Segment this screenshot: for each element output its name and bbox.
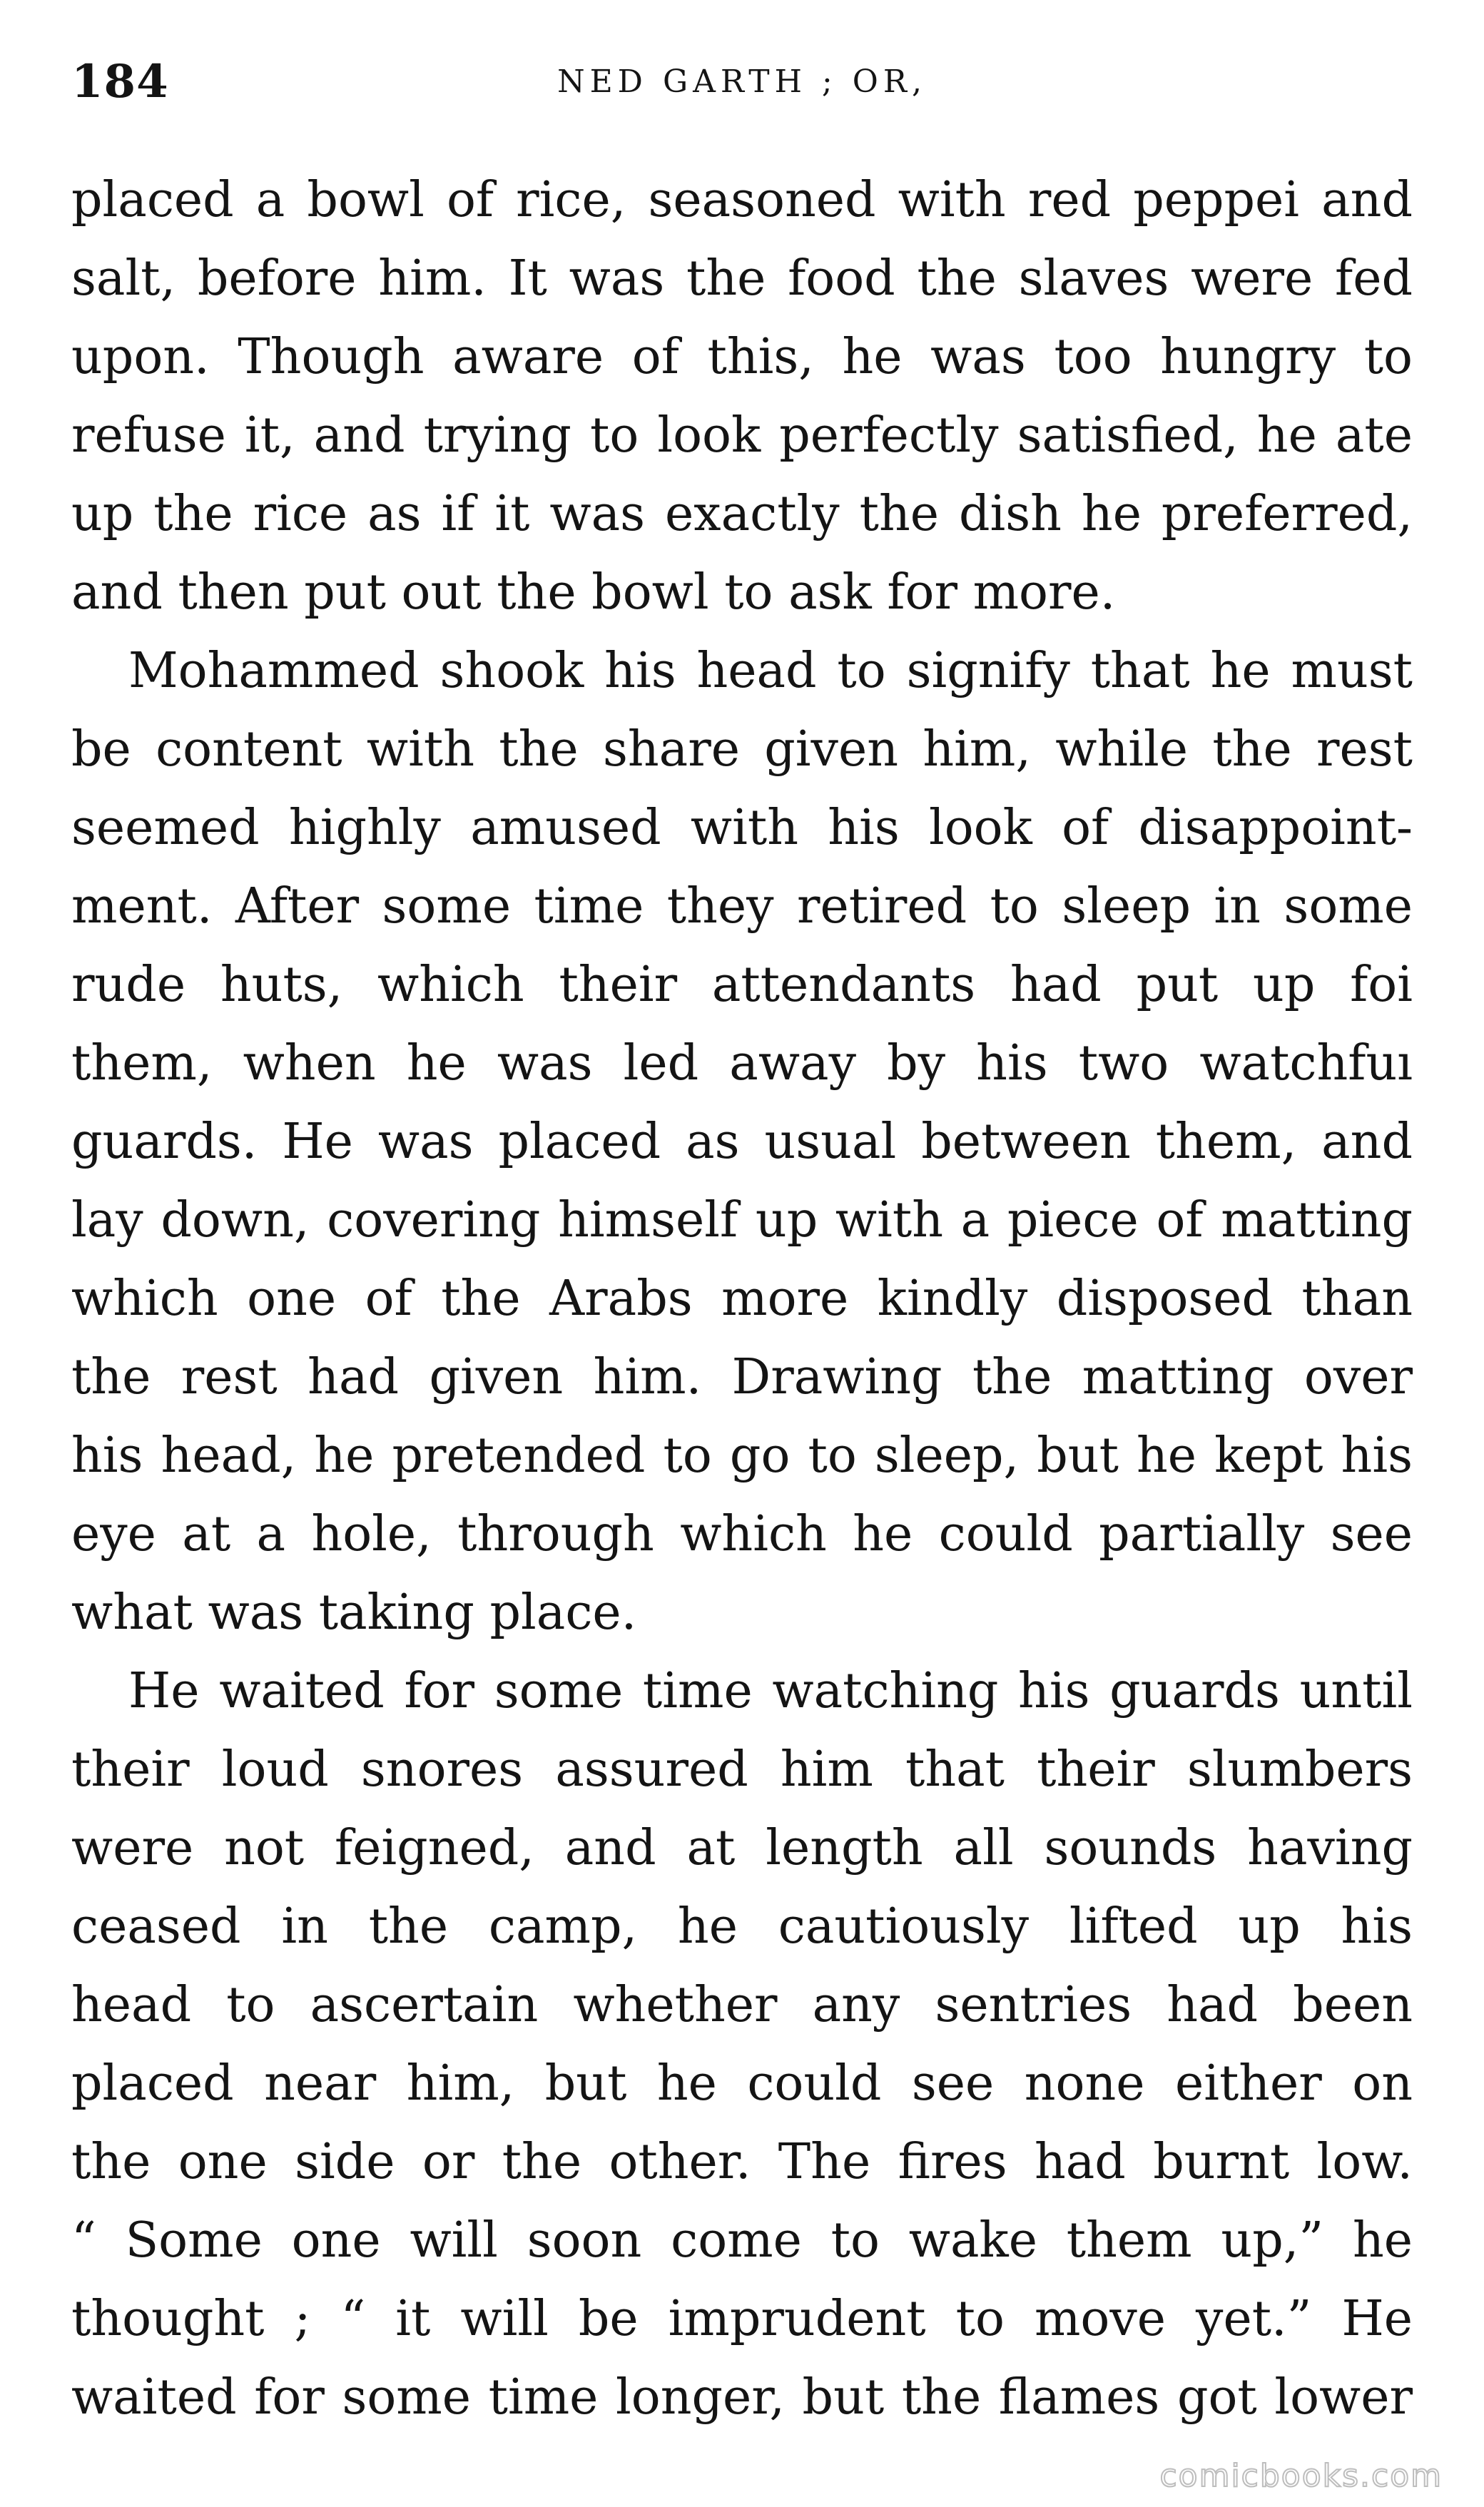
text-line: placed a bowl of rice, seasoned with red peppei and [71, 172, 1413, 228]
text-line: his head, he pretended to go to sleep, but he kept his [71, 1428, 1413, 1484]
text-line: guards. He was placed as usual between them, and [71, 1114, 1413, 1170]
running-head: NED GARTH ; OR, [557, 63, 927, 100]
text-line: were not feigned, and at length all sounds having [71, 1820, 1413, 1876]
text-line: waited for some time longer, but the flames got lower [71, 2369, 1413, 2426]
text-line: which one of the Arabs more kindly disposed than [71, 1271, 1413, 1327]
text-line: the rest had given him. Drawing the matting over [71, 1349, 1413, 1405]
text-line: what was taking place. [71, 1585, 637, 1641]
text-line: seemed highly amused with his look of disappoint- [71, 800, 1413, 856]
page-header [71, 43, 1413, 121]
text-line: He waited for some time watching his guards until [128, 1663, 1413, 1719]
page-number: 184 [71, 55, 169, 108]
watermark: comicbooks.com [1159, 2458, 1443, 2494]
text-line: be content with the share given him, while the rest [71, 721, 1413, 778]
text-line: head to ascertain whether any sentries had been [71, 1977, 1413, 2033]
text-line: refuse it, and trying to look perfectly satisfied, he ate [71, 407, 1413, 464]
text-line: lay down, covering himself up with a piece of matting [71, 1192, 1413, 1249]
text-line: “ Some one will soon come to wake them up,” he [71, 2212, 1413, 2269]
text-line: thought ; “ it will be imprudent to move yet.” He [71, 2291, 1413, 2347]
text-line: upon. Though aware of this, he was too hungry to [71, 329, 1413, 385]
text-line: up the rice as if it was exactly the dish he preferred, [71, 486, 1413, 542]
text-line: and then put out the bowl to ask for more. [71, 564, 1116, 621]
text-line: Mohammed shook his head to signify that he must [128, 643, 1413, 699]
text-line: rude huts, which their attendants had put up foi [71, 957, 1413, 1013]
text-line: placed near him, but he could see none either on [71, 2055, 1413, 2112]
text-line: eye at a hole, through which he could partially see [71, 1506, 1413, 1562]
text-line: ment. After some time they retired to sleep in some [71, 878, 1413, 935]
text-line: them, when he was led away by his two watchfuı [71, 1035, 1413, 1092]
text-line: the one side or the other. The fires had burnt low. [71, 2134, 1413, 2190]
body-text [71, 161, 1413, 2437]
text-line: their loud snores assured him that their slumbers [71, 1741, 1413, 1798]
text-line: ceased in the camp, he cautiously lifted up his [71, 1898, 1413, 1955]
text-line: salt, before him. It was the food the slaves were fed [71, 250, 1413, 307]
